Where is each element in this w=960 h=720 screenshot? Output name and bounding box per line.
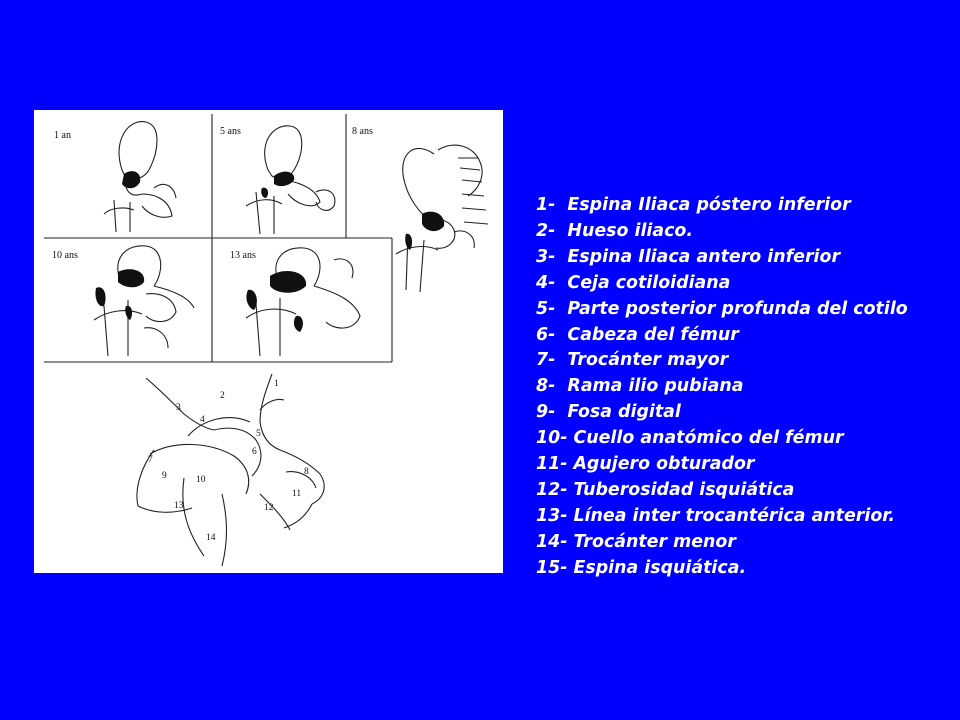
diagram-number-8: 8 [304, 467, 309, 477]
hip-sketch-13ans [246, 248, 360, 356]
panel-label-8ans: 8 ans [352, 126, 373, 137]
legend-item-15: 15- Espina isquiática. [536, 557, 747, 578]
legend-item-2: 2- Hueso iliaco. [536, 220, 693, 241]
legend-item-14: 14- Trocánter menor [536, 531, 736, 552]
diagram-number-14: 14 [206, 533, 216, 543]
panel-label-10ans: 10 ans [52, 250, 78, 261]
hip-sketch-10ans [94, 246, 194, 356]
hip-sketch-1an [104, 122, 176, 232]
diagram-number-4: 4 [200, 415, 205, 425]
diagram-number-7: 7 [148, 455, 153, 465]
diagram-number-13: 13 [174, 501, 184, 511]
legend-item-10: 10- Cuello anatómico del fémur [536, 428, 844, 449]
legend-item-8: 8- Rama ilio pubiana [536, 376, 744, 397]
hip-development-drawing [34, 110, 503, 573]
diagram-number-9: 9 [162, 471, 167, 481]
anatomy-figure [34, 110, 503, 573]
panel-label-5ans: 5 ans [220, 126, 241, 137]
diagram-number-6: 6 [252, 447, 257, 457]
diagram-number-1: 1 [274, 379, 279, 389]
diagram-number-5: 5 [256, 429, 261, 439]
legend-item-1: 1- Espina Iliaca póstero inferior [536, 195, 851, 215]
diagram-number-3: 3 [176, 403, 181, 413]
legend-item-11: 11- Agujero obturador [536, 454, 755, 475]
legend-item-3: 3- Espina Iliaca antero inferior [536, 246, 841, 267]
panel-label-13ans: 13 ans [230, 250, 256, 261]
legend-item-9: 9- Fosa digital [536, 402, 681, 423]
legend-item-6: 6- Cabeza del fémur [536, 324, 739, 345]
diagram-number-10: 10 [196, 475, 206, 485]
hip-joint-labeled-diagram [137, 374, 324, 566]
legend-list [536, 193, 946, 582]
diagram-number-11: 11 [292, 489, 302, 499]
diagram-number-12: 12 [264, 503, 274, 513]
legend-item-12: 12- Tuberosidad isquiática [536, 479, 795, 500]
panel-label-1an: 1 an [54, 130, 71, 141]
legend-item-7: 7- Trocánter mayor [536, 350, 729, 371]
legend-item-5: 5- Parte posterior profunda del cotilo [536, 298, 908, 319]
legend-item-13: 13- Línea inter trocantérica anterior. [536, 505, 895, 526]
legend-item-4: 4- Ceja cotiloidiana [536, 272, 731, 293]
diagram-number-2: 2 [220, 391, 225, 401]
